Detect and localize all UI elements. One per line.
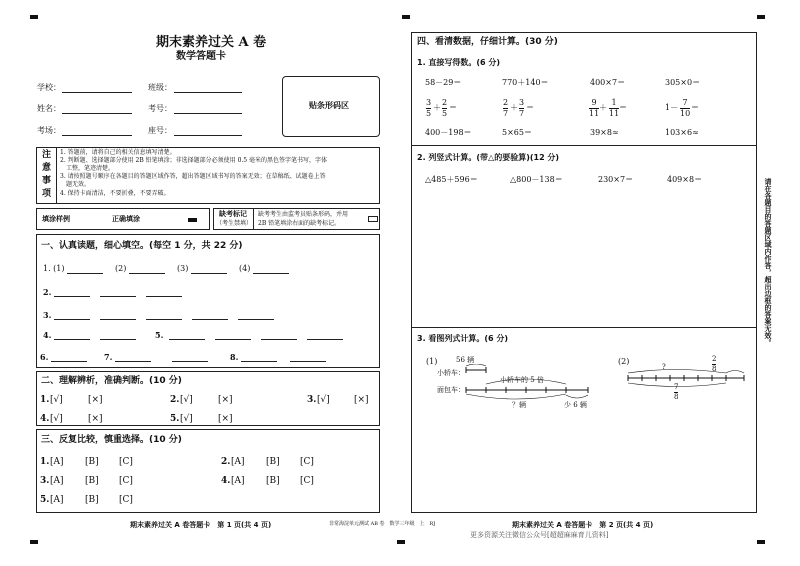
diagram-1-line-segments xyxy=(460,364,600,404)
calc-r3-1: 400－198＝ xyxy=(425,128,472,137)
absent-divider xyxy=(253,208,254,230)
s3-q4-c[interactable]: [C] xyxy=(300,476,314,486)
page-1-footer-small: 非常海淀单元测试 AB 卷 数学三年级 上 RJ xyxy=(329,521,436,527)
barcode-label: 贴条形码区 xyxy=(309,101,349,110)
s1-q1-2-label: (2) xyxy=(115,264,127,273)
s2-q4-num: 4. xyxy=(40,414,50,424)
part-3-title: 3. 看图列式计算。(6 分) xyxy=(417,334,509,343)
s1-q5-blank-3[interactable] xyxy=(261,339,297,340)
s3-q2-c[interactable]: [C] xyxy=(300,457,314,467)
registration-mark-bottom-left xyxy=(30,540,38,544)
part-2-title: 2. 列竖式计算。(带△的要验算)(12 分) xyxy=(417,153,560,162)
s3-q2-a[interactable]: [A] xyxy=(231,457,245,467)
s1-q6-blank-1[interactable] xyxy=(51,361,87,362)
vertical-calc-2: △800－138＝ xyxy=(510,175,563,184)
calc-r3-2: 5×65＝ xyxy=(502,128,532,137)
s1-q1-2-blank[interactable] xyxy=(129,273,165,274)
watermark: 更多资源关注微信公众号[超超麻麻育儿资料] xyxy=(470,531,609,539)
diagram-1-top-value: 56 辆 xyxy=(456,356,475,364)
s2-q5-num: 5. xyxy=(170,414,180,424)
absent-desc-1: 缺考考生由监考员贴条形码，并用 xyxy=(258,211,349,218)
calc-r1-3: 400×7＝ xyxy=(590,78,626,87)
diagram-1-middle: 小轿车的 5 倍 xyxy=(500,376,544,384)
s2-q3-true[interactable]: [√] xyxy=(317,395,330,405)
s1-q8-label: 8. xyxy=(230,352,239,362)
s3-q3-a[interactable]: [A] xyxy=(50,476,64,486)
s1-q2-blank-3[interactable] xyxy=(146,296,182,297)
seat-label: 座号： xyxy=(148,126,172,135)
page-2-footer: 期末素养过关 A 卷答题卡 第 2 页(共 4 页) xyxy=(512,521,654,529)
page-subtitle: 数学答题卡 xyxy=(176,51,226,62)
s3-q2-num: 2. xyxy=(221,457,231,467)
notice-line-4: 3. 请按照题号顺序在各题目的答题区域作答，超出答题区域书写的答案无效；在草稿纸、试题卷上答 xyxy=(60,173,326,180)
frac-3-a: 9 11 xyxy=(589,98,600,118)
s1-q1-3-blank[interactable] xyxy=(191,273,227,274)
s2-q4-true[interactable]: [√] xyxy=(50,414,63,424)
notice-title-divider xyxy=(56,147,57,204)
s1-q1-1-blank[interactable] xyxy=(67,273,103,274)
section-2-title: 二、理解辨析，准确判断。(10 分) xyxy=(41,376,182,386)
diagram-1-row1-label: 小轿车： xyxy=(437,369,465,377)
side-note: 请在各题目的答题区域内作答，超出边框的答案无效。 xyxy=(764,178,772,346)
s3-q3-num: 3. xyxy=(40,476,50,486)
part-1-title: 1. 直接写得数。(6 分) xyxy=(417,58,501,67)
s3-q3-c[interactable]: [C] xyxy=(119,476,133,486)
school-label: 学校： xyxy=(37,83,61,92)
notice-title-char-3: 事 xyxy=(42,176,52,186)
s3-q1-c[interactable]: [C] xyxy=(119,457,133,467)
diagram-2-line-segment xyxy=(626,368,750,388)
page-1-footer: 期末素养过关 A 卷答题卡 第 1 页(共 4 页) xyxy=(130,521,272,529)
s1-q1-3-label: (3) xyxy=(177,264,189,273)
notice-line-2: 2. 判断题、选择题部分使用 2B 铅笔填涂；非选择题部分必须使用 0.5 毫米的黑色签字笔书写，字体 xyxy=(60,157,328,164)
room-field[interactable] xyxy=(62,135,132,136)
exam-no-label: 考号： xyxy=(148,104,172,113)
s1-q5-label: 5. xyxy=(155,330,164,340)
exam-no-field[interactable] xyxy=(174,113,242,114)
vertical-calc-1: △485＋596＝ xyxy=(425,175,478,184)
class-label: 班级： xyxy=(148,83,172,92)
absent-sub: （考生禁填） xyxy=(216,220,253,227)
vertical-calc-work-area[interactable] xyxy=(412,190,756,325)
notice-line-3: 工整，笔迹清楚。 xyxy=(66,165,115,172)
frac-1-op: ＋ xyxy=(433,103,441,112)
registration-mark-bottom-center xyxy=(397,540,405,544)
notice-line-6: 4. 保持卡面清洁，不要折叠，不要弄破。 xyxy=(60,190,170,197)
filled-mark-sample xyxy=(188,218,197,222)
part-divider-1 xyxy=(411,145,757,146)
absent-label: 缺考标记 xyxy=(219,210,247,218)
notice-line-5: 题无效。 xyxy=(66,181,91,188)
calc-r1-2: 770＋140＝ xyxy=(502,78,549,87)
frac-4-eq: ＝ xyxy=(691,103,699,112)
s1-q4-blank-2[interactable] xyxy=(100,339,136,340)
fill-correct-label: 正确填涂 xyxy=(112,215,140,223)
frac-2-eq: ＝ xyxy=(526,103,534,112)
frac-4-b: 7 10 xyxy=(680,98,691,118)
s2-q1-num: 1. xyxy=(40,395,50,405)
frac-3-b: 1 11 xyxy=(609,98,620,118)
s2-q5-true[interactable]: [√] xyxy=(180,414,193,424)
s2-q2-true[interactable]: [√] xyxy=(180,395,193,405)
s1-q6-label: 6. xyxy=(40,352,49,362)
name-label: 姓名： xyxy=(37,104,61,113)
s3-q4-a[interactable]: [A] xyxy=(231,476,245,486)
diagram-2-top-frac: 2 8 xyxy=(712,355,717,373)
class-field[interactable] xyxy=(174,92,242,93)
s1-q7-blank-2[interactable] xyxy=(172,361,208,362)
section-1-title: 一、认真读题，细心填空。(每空 1 分，共 22 分) xyxy=(41,241,243,251)
s1-q1-4-blank[interactable] xyxy=(253,273,289,274)
vertical-calc-3: 230×7＝ xyxy=(598,175,634,184)
diagram-2-bottom-frac: 7 8 xyxy=(674,383,679,401)
calc-r1-1: 58－29＝ xyxy=(425,78,462,87)
s2-q3-num: 3. xyxy=(307,395,317,405)
frac-2-b: 3 7 xyxy=(519,98,525,118)
s1-q2-blank-2[interactable] xyxy=(100,296,136,297)
s2-q5-false[interactable]: [×] xyxy=(218,414,233,424)
school-field[interactable] xyxy=(62,92,132,93)
absent-checkbox[interactable] xyxy=(368,216,378,222)
s3-q1-num: 1. xyxy=(40,457,50,467)
notice-title-char-1: 注 xyxy=(42,150,52,160)
s1-q3-blank-5[interactable] xyxy=(238,319,274,320)
diagram-1-row2-label: 面包车： xyxy=(437,386,465,394)
registration-mark-top-right xyxy=(757,15,765,19)
s3-q1-a[interactable]: [A] xyxy=(50,457,64,467)
s1-q1-1-label: 1. (1) xyxy=(43,264,65,273)
s1-q4-label: 4. xyxy=(43,330,52,340)
frac-1-b: 2 5 xyxy=(442,98,448,118)
absent-desc-2: 2B 铅笔填涂右面的缺考标记。 xyxy=(258,220,341,227)
notice-title-char-4: 项 xyxy=(42,189,52,199)
s1-q3-blank-2[interactable] xyxy=(100,319,136,320)
s1-q2-label: 2. xyxy=(43,287,52,297)
s1-q4-blank-1[interactable] xyxy=(54,339,90,340)
name-field[interactable] xyxy=(62,113,132,114)
diagram-2-question: ? xyxy=(662,363,666,371)
diagram-2-label: (2) xyxy=(618,357,630,366)
s1-q3-blank-4[interactable] xyxy=(192,319,228,320)
section-1-box xyxy=(36,234,380,368)
diagram-1-label: (1) xyxy=(426,357,438,366)
s1-q1-4-label: (4) xyxy=(239,264,251,273)
s1-q3-blank-3[interactable] xyxy=(146,319,182,320)
registration-mark-top-center xyxy=(402,15,410,19)
s3-q4-num: 4. xyxy=(221,476,231,486)
s2-q3-false[interactable]: [×] xyxy=(354,395,369,405)
s1-q3-label: 3. xyxy=(43,310,52,320)
s3-q1-b[interactable]: [B] xyxy=(85,457,99,467)
frac-1-eq: ＝ xyxy=(449,103,457,112)
s3-q3-b[interactable]: [B] xyxy=(85,476,99,486)
s3-q4-b[interactable]: [B] xyxy=(266,476,280,486)
s3-q2-b[interactable]: [B] xyxy=(266,457,280,467)
diagram-1-less: 少 6 辆 xyxy=(564,401,587,409)
section-3-title: 三、反复比较，慎重选择。(10 分) xyxy=(41,435,182,445)
s3-q5-a[interactable]: [A] xyxy=(50,495,64,505)
s3-q5-b[interactable]: [B] xyxy=(85,495,99,505)
s1-q8-blank-1[interactable] xyxy=(241,361,277,362)
section-4-title: 四、看清数据，仔细计算。(30 分) xyxy=(417,37,558,47)
frac-1-a: 3 5 xyxy=(426,98,432,118)
frac-3-op: ＋ xyxy=(599,103,607,112)
s1-q7-label: 7. xyxy=(104,352,113,362)
s2-q2-num: 2. xyxy=(170,395,180,405)
calc-r3-4: 103×6≈ xyxy=(665,128,699,137)
s1-q7-blank-1[interactable] xyxy=(115,361,151,362)
notice-title-char-2: 意 xyxy=(42,163,52,173)
registration-mark-top-left xyxy=(30,15,38,19)
diagram-1-question: ？辆 xyxy=(512,401,526,409)
frac-2-op: ＋ xyxy=(510,103,518,112)
frac-2-a: 2 7 xyxy=(503,98,509,118)
calc-r3-3: 39×8≈ xyxy=(590,128,619,137)
s2-q2-false[interactable]: [×] xyxy=(218,395,233,405)
vertical-calc-4: 409×8＝ xyxy=(667,175,703,184)
page-title: 期末素养过关 A 卷 xyxy=(156,35,267,50)
notice-line-1: 1. 答题前，请将自己的相关信息填写清楚。 xyxy=(60,149,176,156)
s1-q8-blank-2[interactable] xyxy=(290,361,326,362)
seat-field[interactable] xyxy=(174,135,242,136)
part-divider-2 xyxy=(411,327,757,328)
s3-q5-num: 5. xyxy=(40,495,50,505)
s3-q5-c[interactable]: [C] xyxy=(119,495,133,505)
registration-mark-bottom-right xyxy=(757,540,765,544)
calc-r1-4: 305×0＝ xyxy=(665,78,701,87)
frac-4-pre: 1－ xyxy=(665,103,679,112)
s2-q1-false[interactable]: [×] xyxy=(88,395,103,405)
s2-q1-true[interactable]: [√] xyxy=(50,395,63,405)
room-label: 考场： xyxy=(37,126,61,135)
frac-3-eq: ＝ xyxy=(619,103,627,112)
s1-q5-blank-2[interactable] xyxy=(215,339,251,340)
s1-q2-blank-1[interactable] xyxy=(54,296,90,297)
fill-example-label: 填涂样例 xyxy=(42,215,70,223)
s2-q4-false[interactable]: [×] xyxy=(88,414,103,424)
s1-q3-blank-1[interactable] xyxy=(54,319,90,320)
s1-q5-blank-4[interactable] xyxy=(307,339,343,340)
s1-q5-blank-1[interactable] xyxy=(169,339,205,340)
